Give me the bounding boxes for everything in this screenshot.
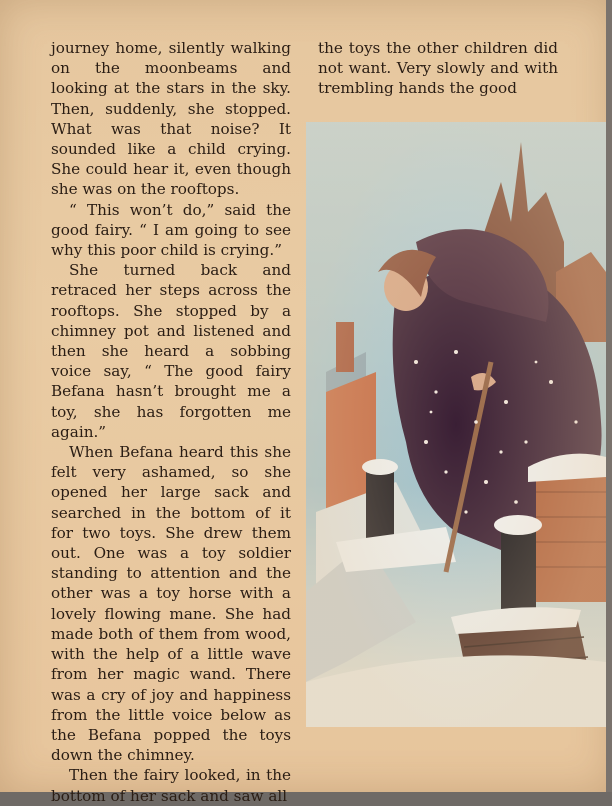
paragraph: Then the fairy looked, in the bottom of her sack and saw all <box>51 766 291 805</box>
paragraph: When Befana heard this she felt very ashamed, so she opened her large sack and searched in the bottom of it for two toys. She drew them out. One was a toy soldier standing to attention and the other was a toy horse with a lovely flowing mane. She had made both of them from wood, with the help of a little wave from her magic wand. There was a cry of joy and happiness from the little voice below as the Befana popped the toys down the chimney. <box>51 443 291 765</box>
befana-rooftop-illustration <box>306 122 606 727</box>
paragraph: “ This won’t do,” said the good fairy. “ I am going to see why this poor child is crying.” <box>51 200 291 260</box>
paragraph: the toys the other children did not want. Very slowly and with trembling hands the good <box>318 39 558 98</box>
page-edge <box>606 0 612 792</box>
left-text-column <box>51 38 291 806</box>
paragraph: journey home, silently walking on the moonbeams and looking at the stars in the sky. Then, suddenly, she stopped. What was that noise? It sounded like a child crying. She could hear it, even though she was on the rooftops. <box>51 39 291 199</box>
right-text-column <box>318 38 558 99</box>
paragraph: She turned back and retraced her steps across the rooftops. She stopped by a chimney pot and listened and then she heard a sobbing voice say, “ The good fairy Befana hasn’t brought me a toy, she has forgotten me again.” <box>51 261 291 441</box>
illustration-art <box>306 122 606 727</box>
